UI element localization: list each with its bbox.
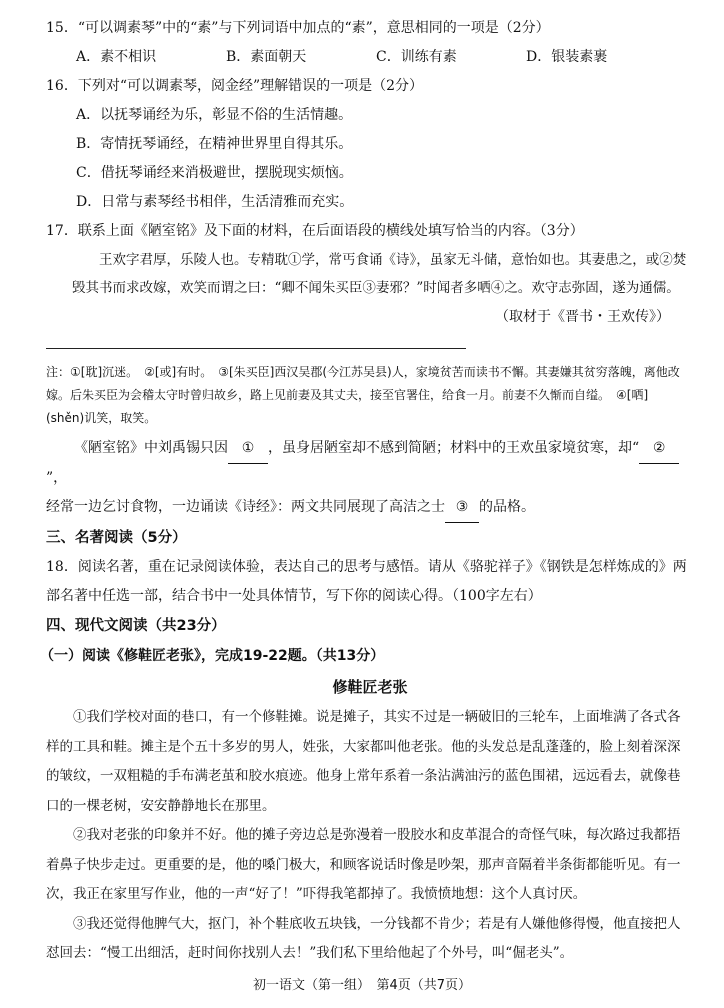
- answer-blank-2[interactable]: ②: [639, 434, 679, 464]
- section-3-heading: 三、名著阅读（5分）: [46, 530, 187, 546]
- story-paragraph-2: ②我对老张的印象并不好。他的摊子旁边总是弥漫着一股胶水和皮革混合的奇怪气味，每次路过我都捂着鼻子快步走过。更重要的是，他的嗓门极大，和顾客说话时像是吵架，那声音隔着半条街都能听见。有一次，我正在家里写作业，他的一声“好了！”吓得我笔都掉了。我愤愤地想：这个人真讨厌。: [46, 827, 681, 902]
- q17-fill-paragraph: [46, 434, 694, 493]
- story-paragraph-3: ③我还觉得他脾气大，抠门，补个鞋底收五块钱，一分钱都不肯少；若是有人嫌他修得慢，他直接把人怼回去：“慢工出细活，赶时间你找别人去！”我们私下里给他起了个外号，叫“倔老头”。: [46, 915, 681, 961]
- q15-option-d: D．银装素裹: [526, 49, 608, 65]
- question-17-stem: 17．联系上面《陋室铭》及下面的材料，在后面语段的横线处填写恰当的内容。（3分）: [46, 223, 584, 239]
- answer-blank-1[interactable]: ①: [228, 434, 268, 464]
- q15-option-c: C．训练有素: [376, 49, 457, 65]
- page-footer: 初一语文（第一组） 第4页（共7页）: [252, 978, 472, 993]
- question-16-stem: 16．下列对“可以调素琴，阅金经”理解错误的一项是（2分）: [46, 78, 424, 94]
- fill-text-d: 经常一边乞讨食物，一边诵读《诗经》：两文共同展现了高洁之士: [46, 499, 445, 515]
- notes-divider: [46, 348, 466, 349]
- q17-classical-passage: 王欢字君厚，乐陵人也。专精耽①学，常丐食诵《诗》，虽家无斗储，意怡如也。其妻患之，或②焚毁其书而求改嫁，欢笑而谓之曰：“卿不闻朱买臣③妻邪？”时闻者多哂④之。欢守志弥固，遂为通儒。: [72, 252, 687, 296]
- q17-source: （取材于《晋书・王欢传》）: [495, 309, 670, 325]
- q16-option-b: B．寄情抚琴诵经，在精神世界里自得其乐。: [76, 136, 353, 152]
- q15-option-b: B．素面朝天: [226, 49, 307, 65]
- question-18: 18．阅读名著，重在记录阅读体验，表达自己的思考与感悟。请从《骆驼祥子》《钢铁是怎样炼成的》两部名著中任选一部，结合书中一处具体情节，写下你的阅读心得。（100字左右）: [46, 559, 687, 604]
- answer-blank-3[interactable]: ③: [445, 493, 479, 523]
- q16-option-d: D．日常与素琴经书相伴，生活清雅而充实。: [76, 194, 354, 210]
- fill-text-e: 的品格。: [479, 499, 535, 515]
- q17-fill-line-2: [46, 493, 694, 523]
- story-title: 修鞋匠老张: [332, 678, 408, 696]
- q15-option-a: A．素不相识: [76, 49, 157, 65]
- story-paragraph-1: ①我们学校对面的巷口，有一个修鞋摊。说是摊子，其实不过是一辆破旧的三轮车，上面堆满了各式各样的工具和鞋。摊主是个五十多岁的男人，姓张，大家都叫他老张。他的头发总是乱蓬蓬的，脸上刻着深深的皱纹，一双粗糙的手布满老茧和胶水痕迹。他身上常年系着一条沾满油污的蓝色围裙，远远看去，就像巷口的一棵老树，安安静静地长在那里。: [46, 709, 681, 814]
- section-4-heading: 四、现代文阅读（共23分）: [46, 618, 226, 634]
- question-15-options: [46, 43, 694, 72]
- question-15-stem: 15．“可以调素琴”中的“素”与下列词语中加点的“素”，意思相同的一项是（2分）: [46, 20, 550, 36]
- fill-text-b: ，虽身居陋室却不感到简陋；材料中的王欢虽家境贫寒，却“: [268, 440, 640, 456]
- fill-text-c: ”，: [46, 470, 68, 486]
- q16-option-c: C．借抚琴诵经来消极避世，摆脱现实烦恼。: [76, 165, 353, 181]
- fill-text-a: 《陋室铭》中刘禹锡只因: [74, 440, 228, 456]
- q17-annotations: 注：①[耽]沉迷。 ②[或]有时。 ③[朱买臣]西汉吴郡(今江苏吴县)人，家境贫苦而读书不懈。其妻嫌其贫穷落魄，离他改嫁。后朱买臣为会稽太守时曾归故乡，路上见前妻及其丈夫，接至官署住，给食一月。前妻不久惭而自缢。 ④[哂](shěn)讥笑，取笑。: [46, 365, 680, 425]
- q16-option-a: A．以抚琴诵经为乐，彰显不俗的生活情趣。: [76, 107, 353, 123]
- part-1-heading: （一）阅读《修鞋匠老张》，完成19-22题。（共13分）: [40, 648, 385, 664]
